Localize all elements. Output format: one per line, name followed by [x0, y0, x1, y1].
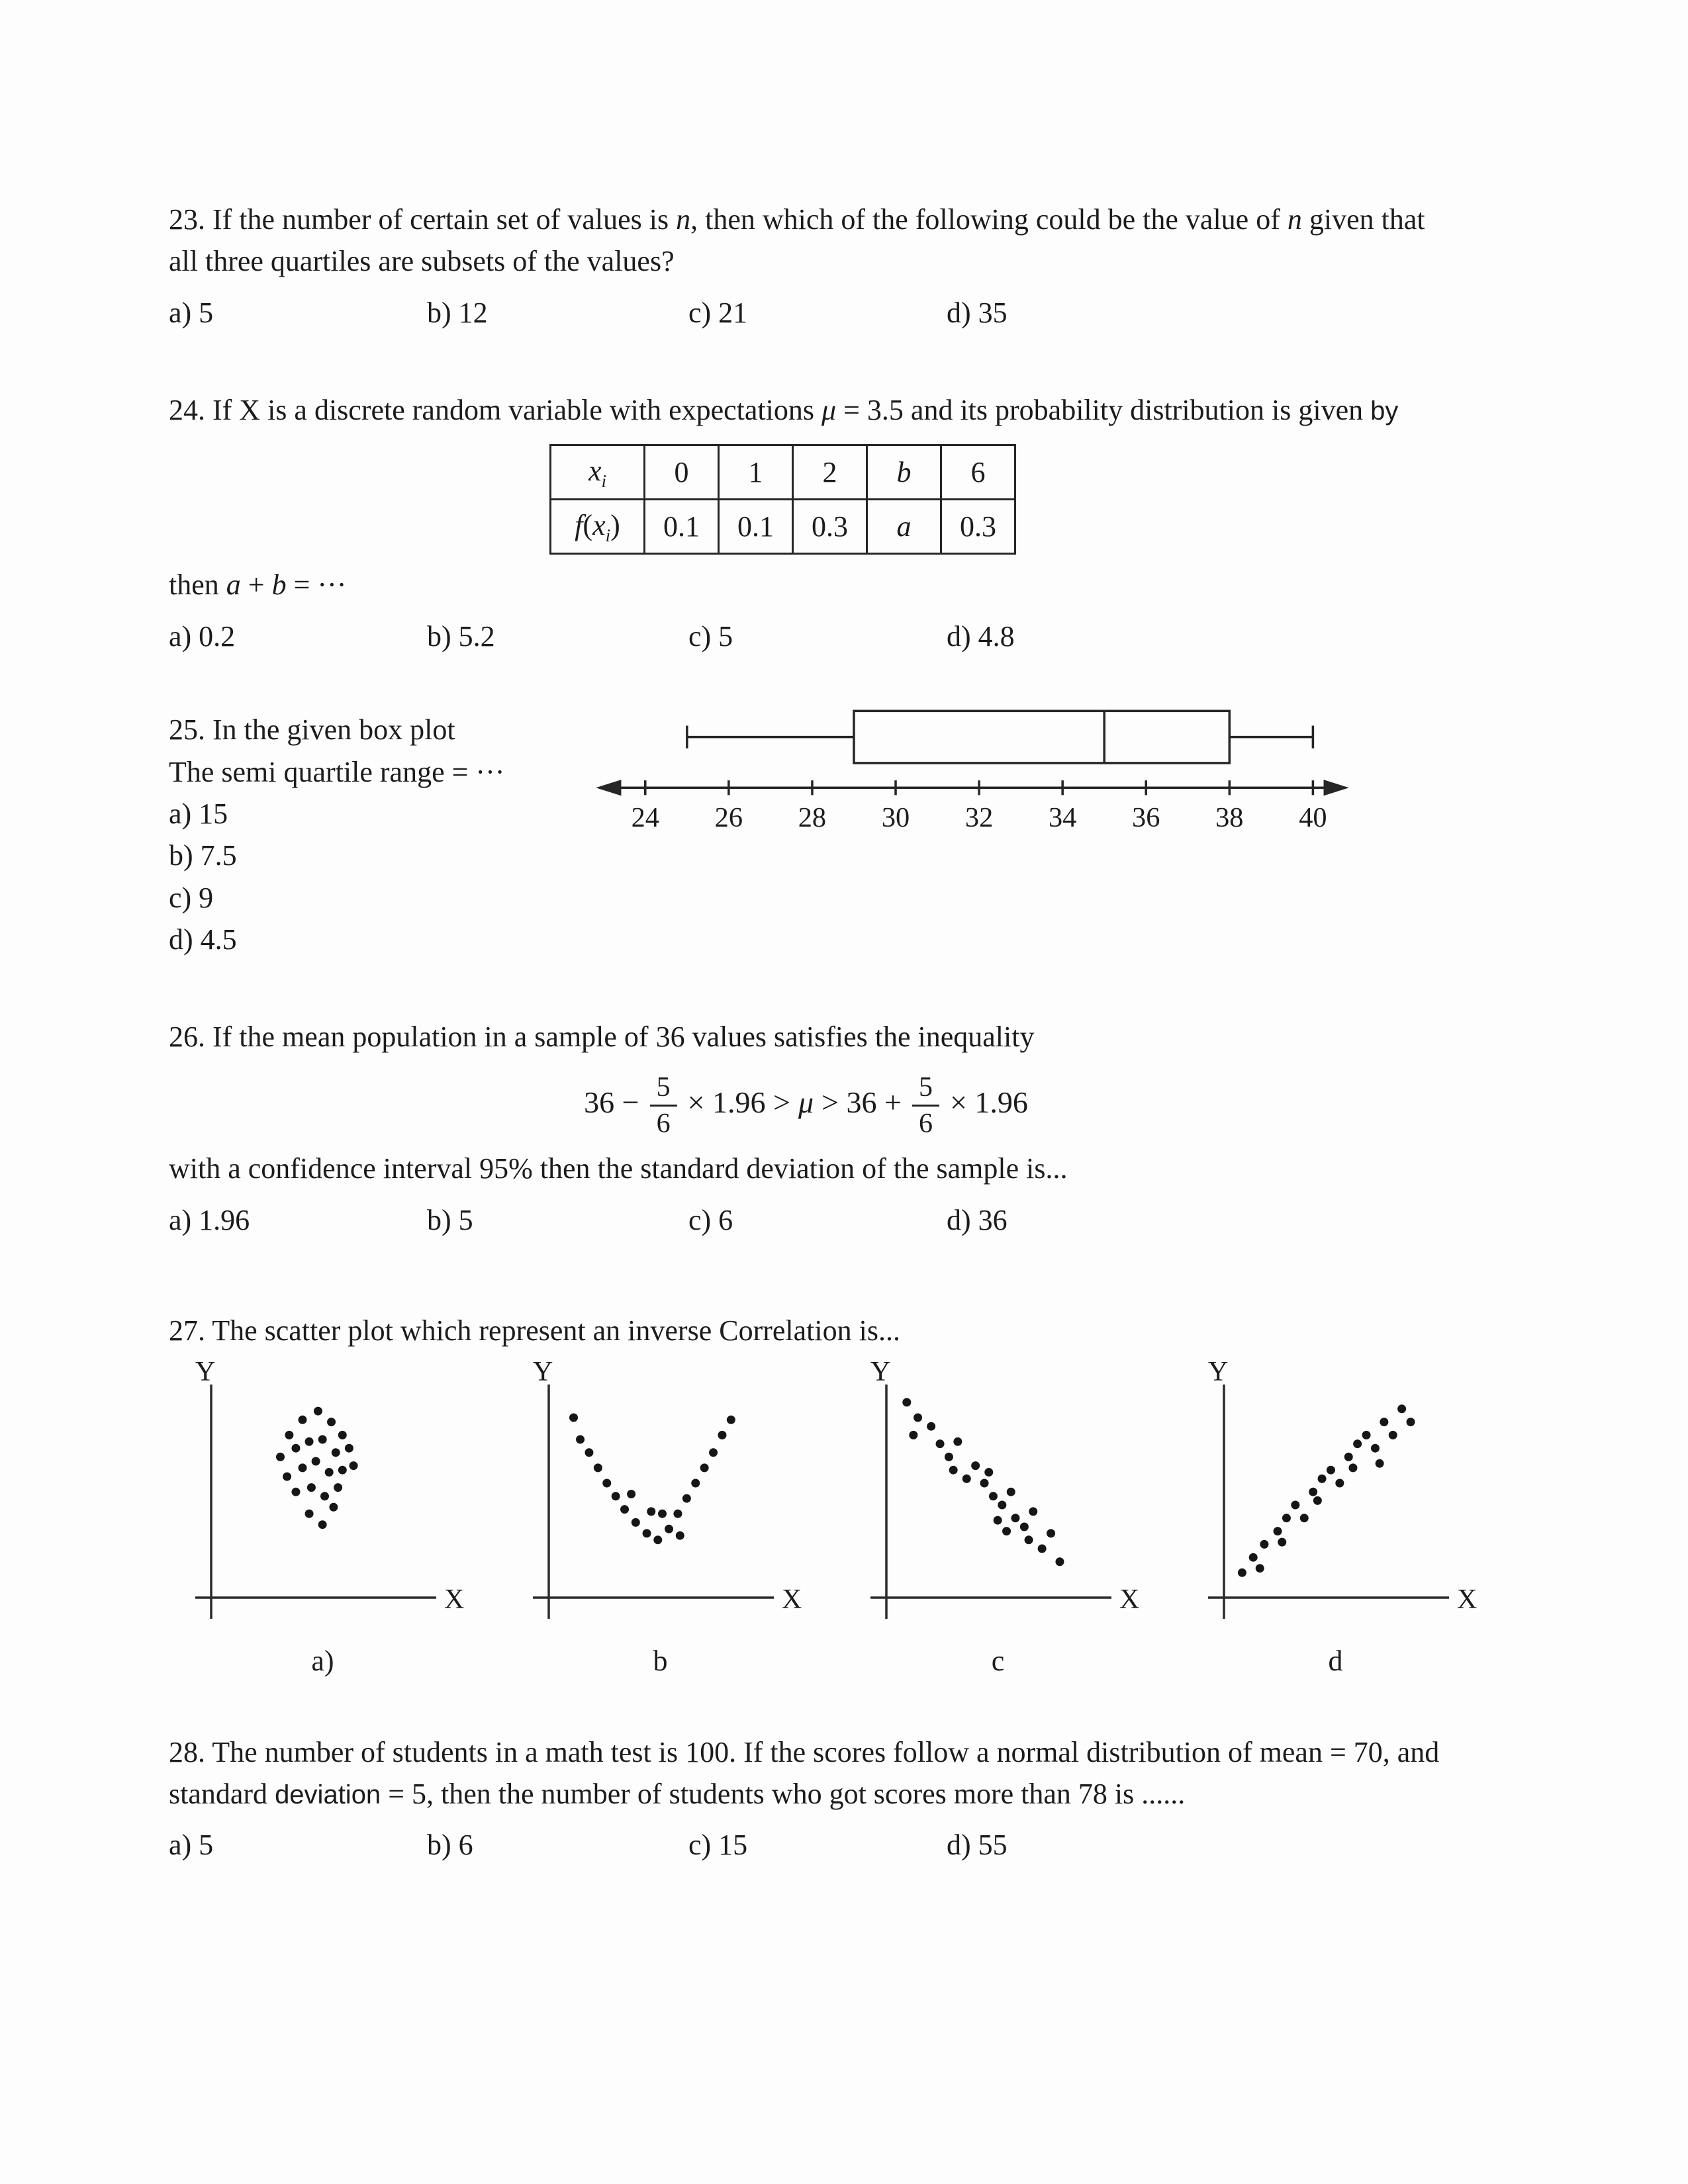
svg-text:38: 38: [1215, 801, 1244, 833]
scatter-plots-row: [169, 1362, 1523, 1682]
q26-options: [169, 1199, 1523, 1241]
table-cell-x-1: 1: [719, 445, 793, 500]
q28-option-b: b) 6: [427, 1829, 473, 1862]
q24-text: 24. If X is a discrete random variable with expectations μ = 3.5 and its probability distribution is given by: [169, 394, 1399, 427]
q25-line2: The semi quartile range = ···: [169, 755, 505, 788]
svg-text:X: X: [782, 1584, 802, 1615]
scatter-a-chart: [169, 1362, 477, 1640]
svg-text:Y: Y: [533, 1362, 553, 1388]
q24-option-d: d) 4.8: [947, 619, 1015, 653]
q28-option-d: d) 55: [947, 1829, 1008, 1862]
fraction-denominator: 6: [656, 1108, 671, 1139]
table-cell-x-b: b: [867, 445, 941, 500]
q28-text: 28. The number of students in a math test is 100. If the scores follow a normal distribution of mean = 70, and standard deviation = 5, then the number of students who got scores more than 78 is ......: [169, 1735, 1440, 1811]
fraction-denominator: 6: [918, 1108, 933, 1139]
scatter-d-chart: [1182, 1362, 1489, 1640]
q23-options: [169, 292, 1523, 334]
table-cell-f-0: 0.1: [645, 500, 719, 554]
fraction-numerator: 5: [650, 1071, 677, 1107]
q28-options: [169, 1824, 1523, 1866]
q23-option-c: c) 21: [688, 296, 748, 329]
fraction-right: [912, 1071, 939, 1140]
q24-then-line: then a + b = ···: [169, 569, 347, 602]
table-cell-f-a: a: [867, 500, 941, 554]
q23-option-d: d) 35: [947, 296, 1008, 329]
svg-text:34: 34: [1048, 801, 1077, 833]
box-plot-container: [583, 709, 1523, 833]
svg-text:24: 24: [631, 801, 659, 833]
scatter-a-label: a): [311, 1645, 334, 1678]
table-cell-f-1: 0.1: [719, 500, 793, 554]
q25-line1: 25. In the given box plot: [169, 713, 455, 747]
formula-mid1: × 1.96 >: [687, 1085, 790, 1120]
q24-option-b: b) 5.2: [427, 619, 495, 653]
q28-option-a: a) 5: [169, 1829, 214, 1862]
q23-text: 23. If the number of certain set of values is n, then which of the following could be the value of n given that all three quartiles are subsets of the values?: [169, 203, 1425, 278]
formula-left: 36 −: [584, 1085, 639, 1120]
question-24: [169, 389, 1523, 657]
svg-text:26: 26: [714, 801, 743, 833]
q23-option-a: a) 5: [169, 296, 214, 329]
q26-option-b: b) 5: [427, 1203, 473, 1236]
q25-option-b: b) 7.5: [169, 839, 237, 872]
q27-text: 27. The scatter plot which represent an inverse Correlation is...: [169, 1314, 900, 1347]
box-plot: [585, 700, 1360, 833]
q26-option-d: d) 36: [947, 1203, 1008, 1236]
probability-distribution-table: [549, 444, 1016, 555]
fraction-left: [650, 1071, 677, 1140]
fraction-numerator: 5: [912, 1071, 939, 1107]
confidence-inequality-formula: [169, 1071, 1443, 1140]
q26-text1: 26. If the mean population in a sample of 36 values satisfies the inequality: [169, 1021, 1035, 1054]
question-26: [169, 1016, 1523, 1241]
table-cell-xi: $x_i$: [551, 445, 645, 500]
svg-text:32: 32: [964, 801, 994, 833]
table-cell-x-0: 0: [645, 445, 719, 500]
svg-text:40: 40: [1299, 801, 1327, 833]
q26-option-a: a) 1.96: [169, 1203, 250, 1236]
svg-text:Y: Y: [1208, 1362, 1229, 1388]
q24-options: [169, 615, 1523, 657]
formula-right: × 1.96: [949, 1085, 1028, 1120]
mu-symbol: μ: [798, 1085, 814, 1120]
svg-text:X: X: [1119, 1584, 1140, 1615]
scatter-c-label: c: [991, 1645, 1005, 1678]
question-25: [169, 709, 1523, 960]
formula-mid2: > 36 +: [821, 1085, 902, 1120]
q28-option-c: c) 15: [688, 1829, 748, 1862]
q24-option-a: a) 0.2: [169, 619, 236, 653]
table-cell-fxi: $f(x_i)$: [551, 500, 645, 554]
scatter-plot-c: [844, 1362, 1152, 1682]
table-cell-f-2: 0.3: [793, 500, 867, 554]
svg-text:Y: Y: [195, 1362, 216, 1388]
q26-text2: with a confidence interval 95% then the standard deviation of the sample is...: [169, 1152, 1068, 1185]
q25-option-c: c) 9: [169, 881, 214, 914]
svg-text:X: X: [444, 1584, 465, 1615]
table-cell-x-6: 6: [941, 445, 1015, 500]
svg-text:28: 28: [798, 801, 827, 833]
scatter-b-label: b: [653, 1645, 668, 1678]
table-row-x: [551, 445, 1015, 500]
scatter-plot-a: [169, 1362, 477, 1682]
q25-layout-row: [169, 709, 1523, 960]
scatter-plot-b: [506, 1362, 814, 1682]
table-cell-f-6: 0.3: [941, 500, 1015, 554]
scatter-b-chart: [506, 1362, 814, 1640]
q25-option-d: d) 4.5: [169, 923, 237, 956]
question-27: [169, 1310, 1523, 1682]
question-28: [169, 1731, 1523, 1866]
svg-text:36: 36: [1132, 801, 1160, 833]
table-row-f: [551, 500, 1015, 554]
svg-text:X: X: [1457, 1584, 1477, 1615]
scatter-plot-d: [1182, 1362, 1489, 1682]
scatter-d-label: d: [1328, 1645, 1343, 1678]
q25-option-a: a) 15: [169, 797, 228, 830]
q25-text-block: [169, 709, 583, 960]
question-23: [169, 199, 1523, 334]
svg-text:Y: Y: [870, 1362, 891, 1388]
scatter-c-chart: [844, 1362, 1152, 1640]
table-cell-x-2: 2: [793, 445, 867, 500]
q26-option-c: c) 6: [688, 1203, 733, 1236]
q24-option-c: c) 5: [688, 619, 733, 653]
svg-text:30: 30: [881, 801, 910, 833]
q23-option-b: b) 12: [427, 296, 488, 329]
